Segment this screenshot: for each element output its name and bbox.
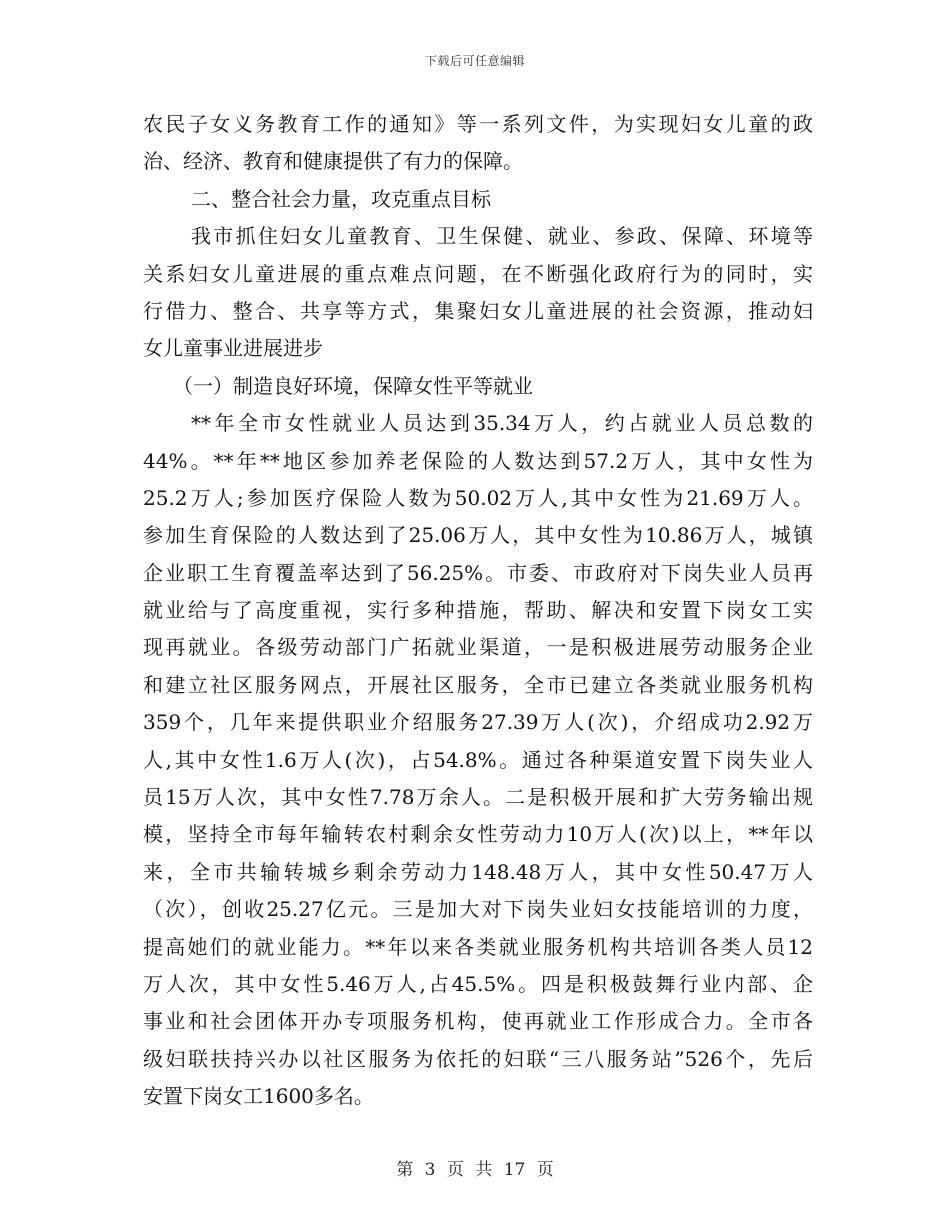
section-heading: 二、整合社会力量，攻克重点目标 [191,186,491,211]
body-line: 事业和社会团体开办专项服务机构，使再就业工作形成合力。全市各 [143,1009,813,1034]
page-number-footer: 第 3 页 共 17 页 [396,1160,554,1180]
body-line: 44%。**年**地区参加养老保险的人数达到57.2万人，其中女性为 [143,448,813,473]
body-line: 就业给与了高度重视，实行多种措施，帮助、解决和安置下岗女工实 [143,598,813,623]
body-line: 企业职工生育覆盖率达到了56.25%。市委、市政府对下岗失业人员再 [143,560,813,585]
body-line: 万人次，其中女性5.46万人,占45.5%。四是积极鼓舞行业内部、企 [143,971,813,996]
page-header: 下载后可任意编辑 [424,54,525,68]
body-line: 和建立社区服务网点，开展社区服务，全市已建立各类就业服务机构 [143,672,813,697]
body-line: 提高她们的就业能力。**年以来各类就业服务机构共培训各类人员12 [143,934,813,959]
body-line: 人,其中女性1.6万人(次)，占54.8%。通过各种渠道安置下岗失业人 [143,747,813,772]
body-line: 级妇联扶持兴办以社区服务为依托的妇联“三八服务站”526个，先后 [143,1046,813,1071]
body-line: 安置下岗女工1600多名。 [143,1084,374,1109]
body-line: **年全市女性就业人员达到35.34万人，约占就业人员总数的 [191,411,813,436]
subsection-heading: （一）制造良好环境，保障女性平等就业 [173,373,533,398]
body-line: 行借力、整合、共享等方式，集聚妇女儿童进展的社会资源，推动妇 [143,298,813,323]
body-line: 来，全市共输转城乡剩余劳动力148.48万人，其中女性50.47万人 [143,859,813,884]
body-line: 现再就业。各级劳动部门广拓就业渠道，一是积极进展劳动服务企业 [143,635,813,660]
body-line: 359个，几年来提供职业介绍服务27.39万人(次)，介绍成功2.92万 [143,710,813,735]
body-line: 25.2万人;参加医疗保险人数为50.02万人,其中女性为21.69万人。 [143,485,813,510]
body-line: 模，坚持全市每年输转农村剩余女性劳动力10万人(次)以上，**年以 [143,822,813,847]
document-body [143,106,813,1116]
body-line: 员15万人次，其中女性7.78万余人。二是积极开展和扩大劳务输出规 [143,785,813,810]
body-line: 我市抓住妇女儿童教育、卫生保健、就业、参政、保障、环境等 [191,224,813,249]
body-line: 关系妇女儿童进展的重点难点问题，在不断强化政府行为的同时，实 [143,261,813,286]
body-line: 治、经济、教育和健康提供了有力的保障。 [143,149,523,174]
body-line: 女儿童事业进展进步 [143,336,323,361]
body-line: （次），创收25.27亿元。三是加大对下岗失业妇女技能培训的力度， [143,897,813,922]
body-line: 参加生育保险的人数达到了25.06万人，其中女性为10.86万人，城镇 [143,523,813,548]
body-line: 农民子女义务教育工作的通知》等一系列文件，为实现妇女儿童的政 [143,112,813,136]
